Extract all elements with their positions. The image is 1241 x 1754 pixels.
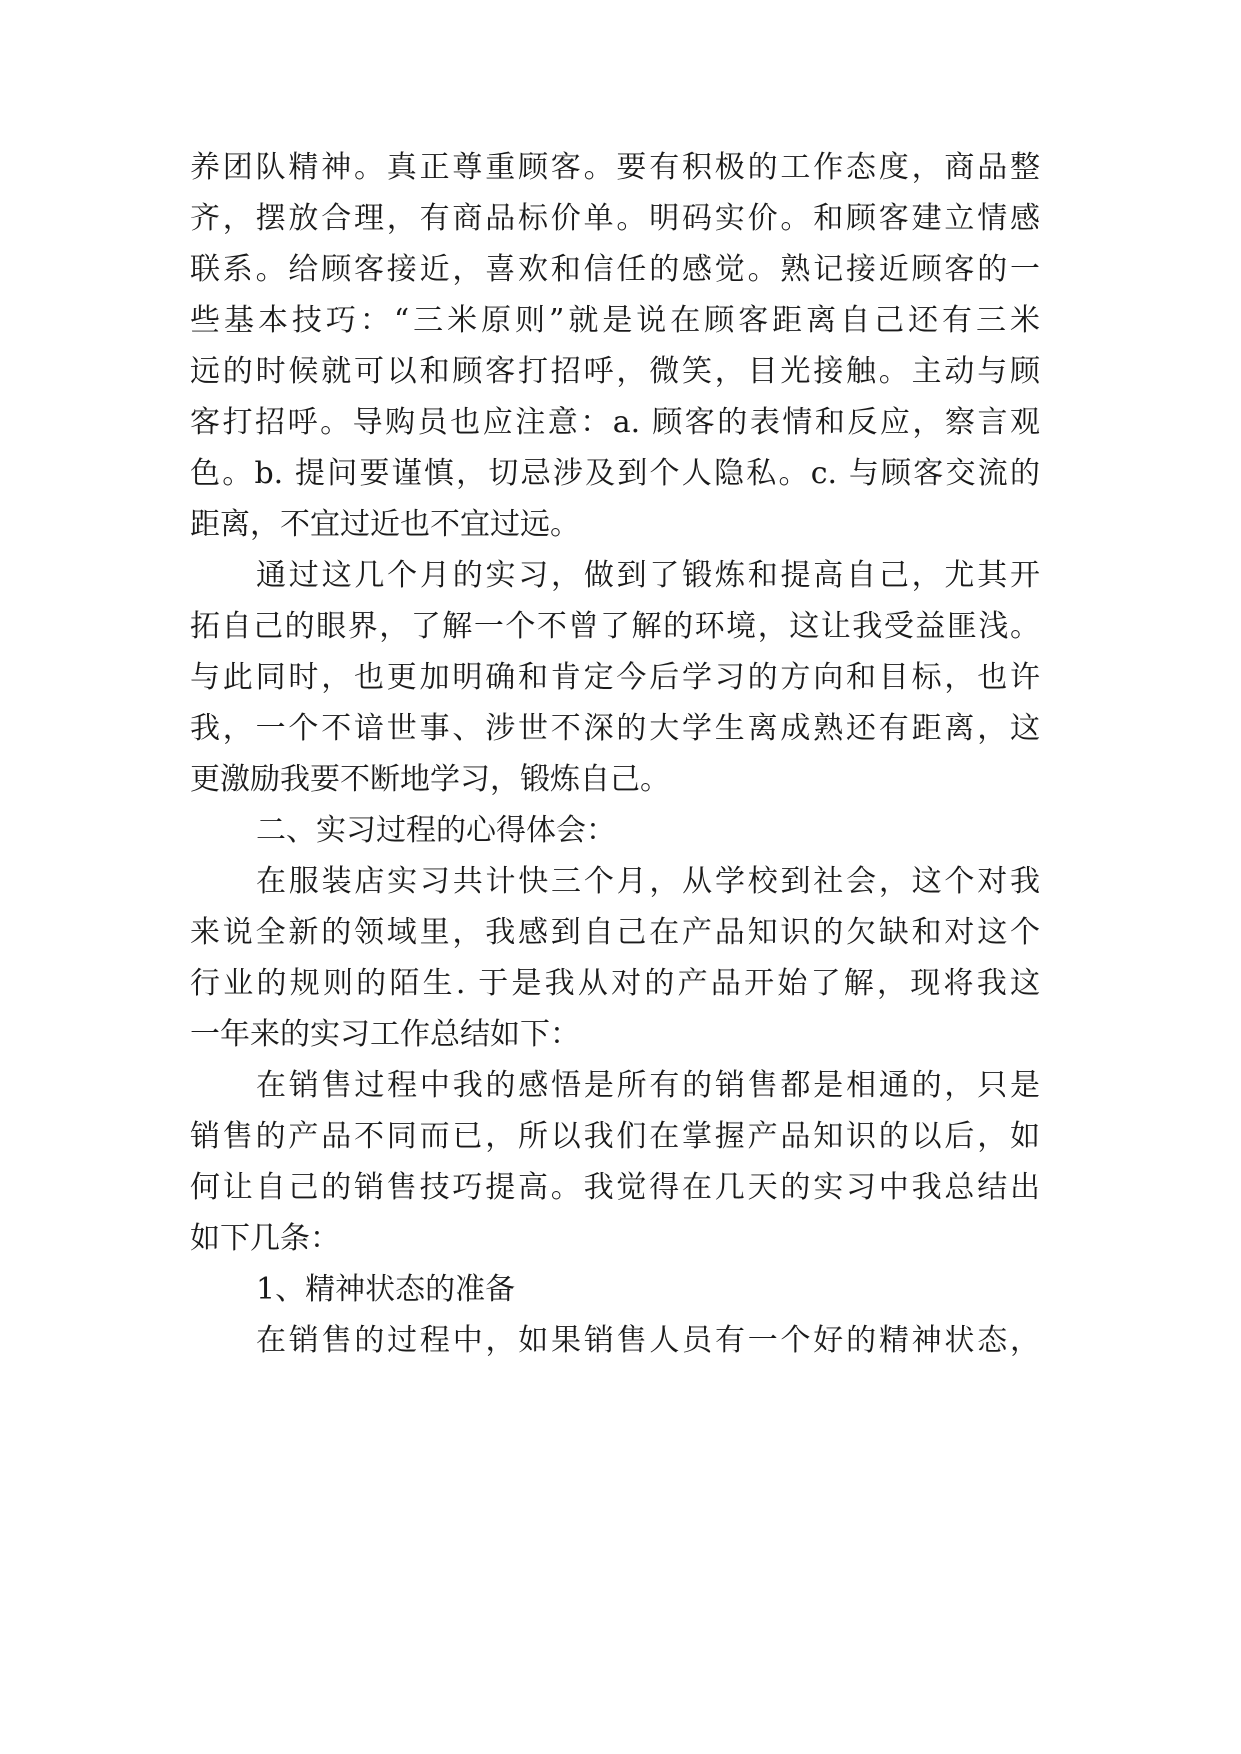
text-line: 联系。给顾客接近，喜欢和信任的感觉。熟记接近顾客的一 (190, 252, 1040, 287)
paragraph-first-line: 在销售过程中我的感悟是所有的销售都是相通的，只是 (256, 1068, 1040, 1103)
text-line: 养团队精神。真正尊重顾客。要有积极的工作态度，商品整 (190, 150, 1040, 185)
text-line: 距离，不宜过近也不宜过远。 (190, 507, 580, 542)
text-line: 客打招呼。导购员也应注意：a. 顾客的表情和反应，察言观 (190, 405, 1040, 440)
text-line: 与此同时，也更加明确和肯定今后学习的方向和目标，也许 (190, 660, 1040, 695)
text-line: 如下几条： (190, 1221, 340, 1256)
paragraph-first-line: 在销售的过程中，如果销售人员有一个好的精神状态， (256, 1323, 1040, 1358)
text-line: 销售的产品不同而已，所以我们在掌握产品知识的以后，如 (190, 1119, 1040, 1154)
text-line: 更激励我要不断地学习，锻炼自己。 (190, 762, 670, 797)
paragraph-first-line: 通过这几个月的实习，做到了锻炼和提高自己，尤其开 (256, 558, 1040, 593)
text-line: 何让自己的销售技巧提高。我觉得在几天的实习中我总结出 (190, 1170, 1040, 1205)
text-line: 齐，摆放合理，有商品标价单。明码实价。和顾客建立情感 (190, 201, 1040, 236)
subsection-heading: 1、精神状态的准备 (256, 1272, 516, 1307)
text-line: 一年来的实习工作总结如下： (190, 1017, 580, 1052)
section-heading: 二、实习过程的心得体会： (256, 813, 616, 848)
text-line: 拓自己的眼界，了解一个不曾了解的环境，这让我受益匪浅。 (190, 609, 1040, 644)
text-line: 我，一个不谙世事、涉世不深的大学生离成熟还有距离，这 (190, 711, 1040, 746)
text-line: 远的时候就可以和顾客打招呼，微笑，目光接触。主动与顾 (190, 354, 1040, 389)
text-line: 些基本技巧：“三米原则”就是说在顾客距离自己还有三米 (190, 303, 1040, 338)
paragraph-first-line: 在服装店实习共计快三个月，从学校到社会，这个对我 (256, 864, 1040, 899)
text-line: 行业的规则的陌生. 于是我从对的产品开始了解，现将我这 (190, 966, 1040, 1001)
text-line: 来说全新的领域里，我感到自己在产品知识的欠缺和对这个 (190, 915, 1040, 950)
text-line: 色。b. 提问要谨慎，切忌涉及到个人隐私。c. 与顾客交流的 (190, 456, 1040, 491)
